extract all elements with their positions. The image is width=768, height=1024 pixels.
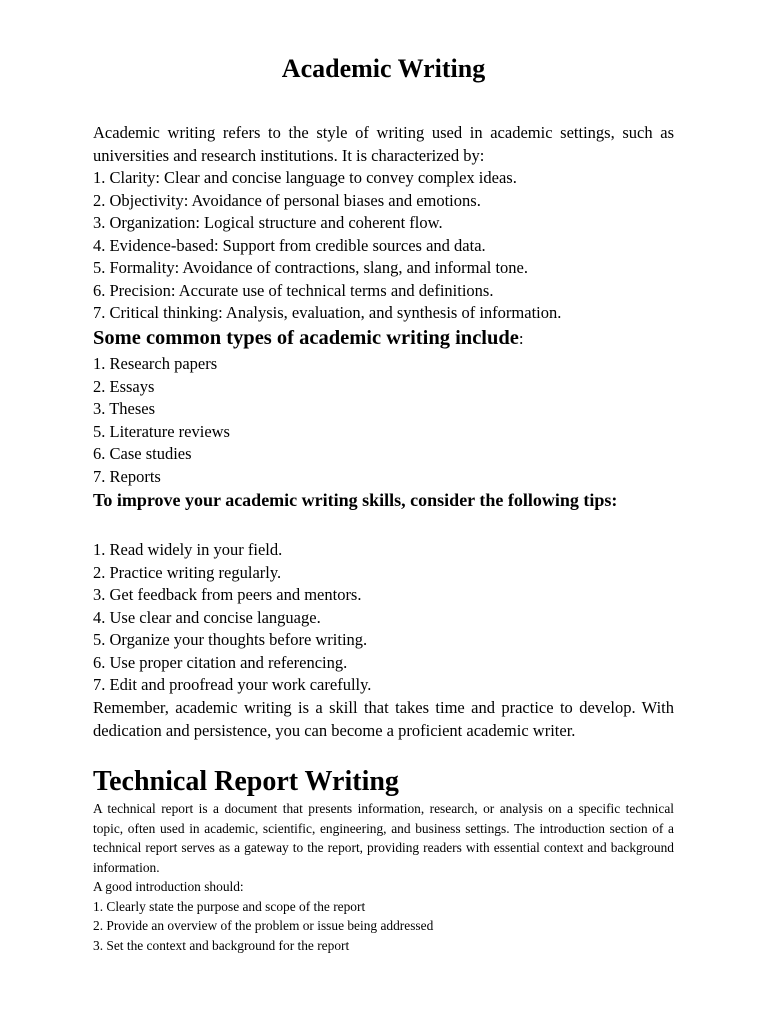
intro-paragraph: Academic writing refers to the style of writing used in academic settings, such as universities and research institutions. It is characterized by: — [93, 123, 674, 165]
characteristics-list — [93, 167, 674, 325]
list-item: 7. Edit and proofread your work carefully. — [93, 675, 372, 694]
intro-label: A good introduction should: — [93, 879, 244, 894]
list-item: 3. Get feedback from peers and mentors. — [93, 585, 362, 604]
list-item: 5. Literature reviews — [93, 421, 230, 441]
page-title: Academic Writing — [281, 54, 486, 83]
list-item: 5. Formality: Avoidance of contractions, slang, and informal tone. — [93, 258, 529, 277]
technical-report-paragraph: A technical report is a document that presents information, research, or analysis on a specific technical topic, often used in academic, scientific, engineering, and business settings. The introduction section of a technical report serves as a gateway to the report, providing readers with essential context and background information. — [93, 801, 674, 875]
list-item: 3. Set the context and background for the report — [93, 937, 350, 953]
types-list — [93, 353, 674, 488]
list-item: 2. Essays — [93, 376, 155, 396]
list-item: 1. Clearly state the purpose and scope of the report — [93, 898, 366, 914]
list-item: 3. Organization: Logical structure and coherent flow. — [93, 213, 443, 232]
tips-list — [93, 539, 674, 697]
list-item: 4. Evidence-based: Support from credible sources and data. — [93, 235, 486, 255]
tips-heading: To improve your academic writing skills, consider the following tips: — [93, 490, 618, 510]
list-item: 7. Reports — [93, 466, 161, 486]
list-item: 7. Critical thinking: Analysis, evaluation, and synthesis of information. — [93, 303, 562, 322]
list-item: 5. Organize your thoughts before writing. — [93, 630, 368, 649]
list-item: 2. Provide an overview of the problem or issue being addressed — [93, 918, 434, 933]
list-item: 6. Precision: Accurate use of technical terms and definitions. — [93, 280, 494, 300]
list-item: 2. Practice writing regularly. — [93, 562, 282, 582]
list-item: 1. Research papers — [93, 354, 218, 373]
list-item: 6. Case studies — [93, 444, 192, 463]
types-heading-colon: : — [518, 329, 524, 348]
closing-paragraph: Remember, academic writing is a skill that takes time and practice to develop. With dedication and persistence, you can become a proficient academic writer. — [93, 698, 674, 740]
types-heading — [93, 325, 674, 352]
list-item: 3. Theses — [93, 399, 156, 418]
technical-report-heading: Technical Report Writing — [93, 766, 399, 797]
introduction-criteria — [93, 877, 674, 955]
list-item: 1. Read widely in your field. — [93, 540, 283, 559]
list-item: 2. Objectivity: Avoidance of personal biases and emotions. — [93, 190, 481, 210]
list-item: 6. Use proper citation and referencing. — [93, 652, 348, 672]
types-heading-text: Some common types of academic writing include — [93, 327, 519, 349]
list-item: 1. Clarity: Clear and concise language to convey complex ideas. — [93, 168, 517, 187]
list-item: 4. Use clear and concise language. — [93, 607, 321, 627]
